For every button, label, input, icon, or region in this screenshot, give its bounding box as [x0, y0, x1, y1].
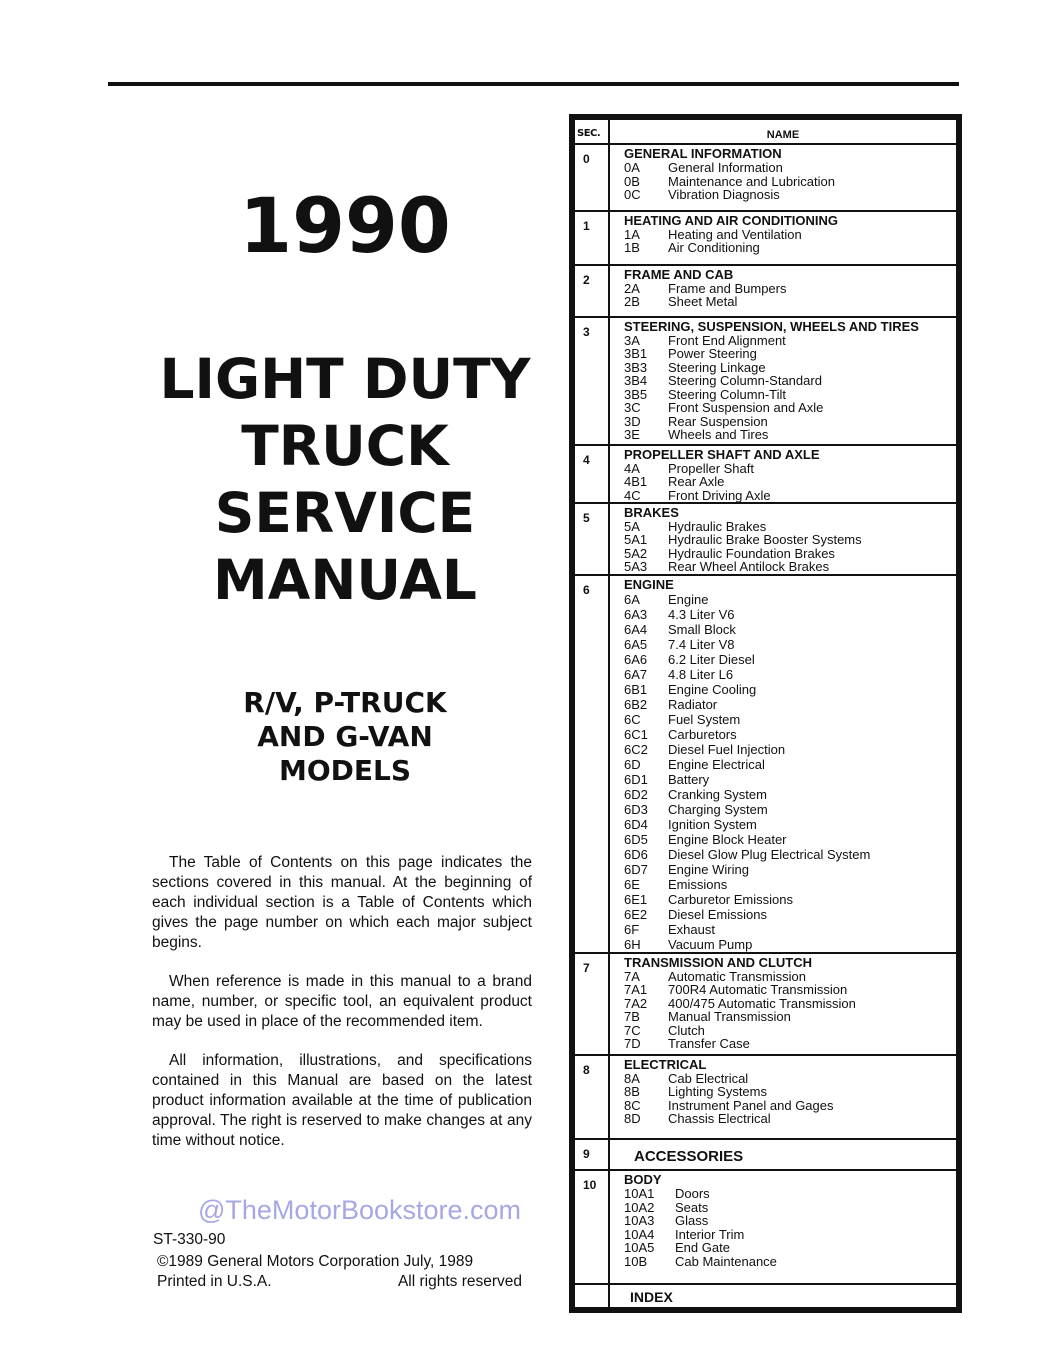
toc-section-row [575, 318, 956, 446]
entry-code: 8B [624, 1084, 640, 1100]
entry-name: Exhaust [668, 921, 715, 937]
entry-name: Propeller Shaft [668, 460, 754, 476]
entry-code: 10A1 [624, 1186, 655, 1202]
section-number: 8 [575, 1056, 610, 1139]
toc-entry [624, 607, 956, 622]
section-content [610, 266, 956, 316]
table-of-contents [569, 114, 962, 1313]
entry-name: Chassis Electrical [668, 1111, 771, 1127]
section-number [575, 1285, 610, 1307]
entry-code: 6H [624, 936, 641, 952]
entry-name: Sheet Metal [668, 294, 738, 310]
entry-code: 5A3 [624, 559, 648, 575]
toc-entry [624, 161, 956, 175]
entry-name: Frame and Bumpers [668, 280, 787, 296]
entry-name: Engine Electrical [668, 756, 765, 772]
entry-name: Front Driving Axle [668, 487, 771, 503]
toc-entry [624, 1037, 956, 1051]
toc-entry [624, 1241, 956, 1255]
toc-section-row [575, 266, 956, 318]
entry-code: 10A2 [624, 1199, 655, 1215]
cover-year: 1990 [239, 181, 451, 270]
entry-code: 6E1 [624, 891, 648, 907]
toc-entry [624, 622, 956, 637]
toc-section-row [575, 212, 956, 266]
entry-code: 6D7 [624, 861, 648, 877]
section-title: HEATING AND AIR CONDITIONING [624, 212, 839, 228]
toc-entry [624, 997, 956, 1011]
toc-entry [624, 1112, 956, 1126]
entry-code: 6D [624, 756, 641, 772]
toc-entry [624, 489, 956, 503]
entry-name: Charging System [668, 801, 768, 817]
toc-entry [624, 727, 956, 742]
entry-name: Rear Axle [668, 474, 725, 490]
toc-section-row [575, 446, 956, 504]
toc-entry [624, 907, 956, 922]
toc-entry [624, 877, 956, 892]
entry-name: Fuel System [668, 711, 741, 727]
cover-subtitle [190, 686, 500, 788]
section-content [610, 446, 956, 502]
toc-entry [624, 1214, 956, 1228]
entry-name: Ignition System [668, 816, 757, 832]
toc-entry [624, 1072, 956, 1086]
entry-code: 6A3 [624, 606, 648, 622]
toc-entry [624, 742, 956, 757]
entry-name: Engine [668, 591, 709, 607]
toc-entry [624, 361, 956, 375]
section-title: ELECTRICAL [624, 1056, 707, 1072]
section-title: GENERAL INFORMATION [624, 146, 782, 162]
entry-code: 6D2 [624, 786, 648, 802]
entry-code: 7A [624, 968, 640, 984]
toc-entry [624, 970, 956, 984]
entry-name: Heating and Ventilation [668, 226, 802, 242]
toc-entry [624, 892, 956, 907]
entry-code: 3B3 [624, 359, 648, 375]
entry-code: 6A7 [624, 666, 648, 682]
toc-entry [624, 347, 956, 361]
section-number: 10 [575, 1171, 610, 1283]
entry-code: 2B [624, 294, 640, 310]
section-number: 3 [575, 318, 610, 444]
entry-code: 6E2 [624, 906, 648, 922]
entry-name: Hydraulic Foundation Brakes [668, 545, 835, 561]
entry-code: 6D4 [624, 816, 648, 832]
entry-code: 7A1 [624, 982, 648, 998]
section-content [610, 212, 956, 264]
entry-name: Front Suspension and Axle [668, 400, 824, 416]
entry-code: 3E [624, 427, 640, 443]
entry-name: Lighting Systems [668, 1084, 767, 1100]
toc-entry [624, 1201, 956, 1215]
section-content [610, 576, 956, 952]
toc-entry [624, 1255, 956, 1269]
entry-code: 8C [624, 1097, 641, 1113]
rights-reserved: All rights reserved [397, 1273, 522, 1290]
entry-code: 4C [624, 487, 641, 503]
section-title: TRANSMISSION AND CLUTCH [624, 954, 813, 970]
toc-section-row [575, 145, 956, 211]
toc-entry [624, 592, 956, 607]
entry-code: 5A1 [624, 532, 648, 548]
entry-name: Hydraulic Brakes [668, 518, 767, 534]
entry-name: Rear Wheel Antilock Brakes [668, 559, 830, 575]
cover-title [150, 346, 540, 614]
paragraph: All information, illustrations, and specifications contained in this Manual are based on the latest product information available at the time of publication approval. The right is reserved to make changes at any time without notice. [152, 1052, 532, 1149]
toc-entry [624, 1228, 956, 1242]
toc-entry [624, 282, 956, 296]
section-content [610, 1056, 956, 1139]
toc-entry [624, 295, 956, 309]
subtitle-line: MODELS [278, 754, 412, 787]
section-number: 0 [575, 145, 610, 209]
toc-entry [624, 937, 956, 952]
toc-entry [624, 1010, 956, 1024]
section-title: STEERING, SUSPENSION, WHEELS AND TIRES [624, 318, 919, 334]
section-number: 9 [575, 1140, 610, 1169]
entry-code: 10A5 [624, 1240, 655, 1256]
entry-name: General Information [668, 160, 783, 176]
entry-code: 2A [624, 280, 640, 296]
entry-name: Instrument Panel and Gages [668, 1097, 834, 1113]
entry-code: 1A [624, 226, 640, 242]
entry-name: Engine Wiring [668, 861, 749, 877]
toc-entry [624, 1085, 956, 1099]
entry-name: Carburetor Emissions [668, 891, 793, 907]
entry-name: Diesel Fuel Injection [668, 741, 786, 757]
paragraph: The Table of Contents on this page indicates the sections covered in this manual. At the beginning of each individual section is a Table of Contents which gives the page number on which each major subject begins. [152, 854, 532, 951]
entry-name: Wheels and Tires [668, 427, 769, 443]
section-number: 2 [575, 266, 610, 316]
section-number: 4 [575, 446, 610, 502]
entry-code: 6A4 [624, 621, 648, 637]
toc-entry [624, 1187, 956, 1201]
entry-name: Maintenance and Lubrication [668, 173, 835, 189]
entry-name: 7.4 Liter V8 [668, 636, 735, 652]
name-column-header: NAME [766, 129, 800, 141]
entry-code: 1B [624, 240, 640, 256]
entry-code: 3B5 [624, 386, 648, 402]
entry-code: 6E [624, 876, 640, 892]
entry-name: Cranking System [668, 786, 767, 802]
section-number: 6 [575, 576, 610, 952]
toc-entry [624, 847, 956, 862]
toc-entry [624, 388, 956, 402]
entry-code: 6D3 [624, 801, 648, 817]
entry-code: 6C2 [624, 741, 648, 757]
entry-name: Diesel Glow Plug Electrical System [668, 846, 871, 862]
entry-name: Engine Cooling [668, 681, 757, 697]
entry-name: Automatic Transmission [668, 968, 806, 984]
entry-code: 3C [624, 400, 641, 416]
entry-name: Transfer Case [668, 1036, 750, 1052]
entry-code: 0C [624, 187, 641, 203]
top-rule [108, 82, 959, 86]
entry-name: 400/475 Automatic Transmission [668, 995, 856, 1011]
section-title: ENGINE [624, 576, 674, 592]
section-number: 1 [575, 212, 610, 264]
title-line: SERVICE [214, 481, 476, 545]
copyright: ©1989 General Motors Corporation July, 1989 [157, 1253, 474, 1270]
section-title: BODY [624, 1172, 662, 1188]
toc-entry [624, 817, 956, 832]
entry-code: 8D [624, 1111, 641, 1127]
entry-name: Doors [675, 1186, 710, 1202]
entry-name: Rear Suspension [668, 413, 768, 429]
entry-code: 3B1 [624, 346, 648, 362]
toc-entry [624, 1099, 956, 1113]
toc-entry [624, 802, 956, 817]
entry-code: 6D6 [624, 846, 648, 862]
intro-paragraphs [152, 853, 532, 1170]
entry-code: 0B [624, 173, 640, 189]
toc-entry [624, 922, 956, 937]
toc-entry [624, 475, 956, 489]
section-content [610, 954, 956, 1054]
toc-entry [624, 652, 956, 667]
toc-entry [624, 334, 956, 348]
entry-name: Power Steering [668, 346, 757, 362]
entry-code: 4A [624, 460, 640, 476]
section-content [610, 318, 956, 444]
entry-name: 700R4 Automatic Transmission [668, 982, 848, 998]
entry-code: 3A [624, 332, 640, 348]
toc-entry [624, 241, 956, 255]
printed-in: Printed in U.S.A. [157, 1273, 272, 1290]
section-content [610, 1140, 956, 1169]
entry-name: Small Block [668, 621, 736, 637]
entry-name: Seats [675, 1199, 709, 1215]
entry-name: Clutch [668, 1022, 705, 1038]
entry-code: 10A3 [624, 1213, 655, 1229]
entry-name: Carburetors [668, 726, 737, 742]
toc-entry [624, 228, 956, 242]
toc-entry [624, 560, 956, 574]
entry-name: Steering Linkage [668, 359, 766, 375]
section-content [610, 1171, 956, 1283]
toc-section-row [575, 1171, 956, 1285]
toc-entry [624, 401, 956, 415]
toc-entry [624, 428, 956, 442]
entry-code: 6A [624, 591, 640, 607]
toc-entry [624, 757, 956, 772]
entry-code: 8A [624, 1070, 640, 1086]
toc-entry [624, 547, 956, 561]
toc-entry [624, 415, 956, 429]
section-content [610, 504, 956, 574]
toc-entry [624, 462, 956, 476]
toc-section-row [575, 576, 956, 954]
toc-header [575, 120, 956, 145]
entry-name: Glass [675, 1213, 709, 1229]
entry-code: 6C [624, 711, 641, 727]
toc-entry [624, 772, 956, 787]
section-title: FRAME AND CAB [624, 266, 734, 282]
entry-name: Air Conditioning [668, 240, 760, 256]
entry-code: 6F [624, 921, 640, 937]
entry-name: Emissions [668, 876, 728, 892]
sec-column-header: SEC. [575, 120, 610, 143]
entry-code: 5A [624, 518, 640, 534]
entry-name: Vacuum Pump [668, 936, 753, 952]
title-line: TRUCK [241, 414, 449, 478]
entry-name: 4.8 Liter L6 [668, 666, 734, 682]
toc-entry [624, 712, 956, 727]
entry-code: 6B2 [624, 696, 648, 712]
entry-code: 4B1 [624, 474, 648, 490]
printed-line [157, 1273, 522, 1291]
entry-code: 7B [624, 1009, 640, 1025]
toc-section-row [575, 504, 956, 576]
entry-code: 6D1 [624, 771, 648, 787]
toc-entry [624, 832, 956, 847]
subtitle-line: AND G-VAN [257, 720, 433, 753]
section-number: 7 [575, 954, 610, 1054]
entry-code: 10B [624, 1253, 648, 1269]
toc-entry [624, 667, 956, 682]
toc-entry [624, 862, 956, 877]
entry-code: 5A2 [624, 545, 648, 561]
entry-code: 7A2 [624, 995, 648, 1011]
entry-name: Hydraulic Brake Booster Systems [668, 532, 862, 548]
toc-entry [624, 533, 956, 547]
toc-entry [624, 637, 956, 652]
toc-entry [624, 787, 956, 802]
title-line: LIGHT DUTY [159, 347, 531, 411]
section-number: 5 [575, 504, 610, 574]
paragraph: When reference is made in this manual to a brand name, number, or specific tool, an equivalent product may be used in place of the recommended item. [152, 973, 532, 1030]
entry-name: Interior Trim [675, 1226, 745, 1242]
section-title: ACCESSORIES [634, 1148, 744, 1166]
toc-entry [624, 374, 956, 388]
section-title: BRAKES [624, 504, 679, 520]
section-title: INDEX [630, 1288, 673, 1305]
toc-entry [624, 520, 956, 534]
entry-name: Steering Column-Tilt [668, 386, 787, 402]
entry-code: 7D [624, 1036, 641, 1052]
toc-entry [624, 983, 956, 997]
entry-name: Diesel Emissions [668, 906, 767, 922]
entry-name: Cab Electrical [668, 1070, 749, 1086]
entry-name: 4.3 Liter V6 [668, 606, 735, 622]
entry-code: 6A6 [624, 651, 648, 667]
publication-code: ST-330-90 [153, 1231, 226, 1248]
entry-name: Front End Alignment [668, 332, 786, 348]
watermark: @TheMotorBookstore.com [198, 1195, 522, 1225]
title-line: MANUAL [213, 548, 477, 612]
entry-code: 10A4 [624, 1226, 655, 1242]
entry-code: 3D [624, 413, 641, 429]
entry-name: 6.2 Liter Diesel [668, 651, 755, 667]
toc-section-row [575, 954, 956, 1056]
entry-name: Engine Block Heater [668, 831, 787, 847]
toc-section-row [575, 1285, 956, 1307]
entry-name: Battery [668, 771, 710, 787]
entry-name: Manual Transmission [668, 1009, 791, 1025]
entry-code: 0A [624, 160, 640, 176]
subtitle-line: R/V, P-TRUCK [243, 686, 447, 719]
section-content [610, 145, 956, 209]
section-content [610, 1285, 956, 1307]
toc-entry [624, 188, 956, 202]
section-title: PROPELLER SHAFT AND AXLE [624, 446, 820, 462]
entry-code: 7C [624, 1022, 641, 1038]
entry-name: Vibration Diagnosis [668, 187, 780, 203]
toc-entry [624, 682, 956, 697]
toc-entry [624, 175, 956, 189]
toc-section-row [575, 1056, 956, 1141]
toc-entry [624, 697, 956, 712]
entry-name: Radiator [668, 696, 718, 712]
entry-code: 6A5 [624, 636, 648, 652]
entry-code: 6D5 [624, 831, 648, 847]
entry-code: 6B1 [624, 681, 648, 697]
toc-entry [624, 1024, 956, 1038]
entry-code: 6C1 [624, 726, 648, 742]
entry-name: Cab Maintenance [675, 1253, 777, 1269]
entry-name: Steering Column-Standard [668, 373, 822, 389]
toc-section-row [575, 1140, 956, 1171]
entry-code: 3B4 [624, 373, 648, 389]
entry-name: End Gate [675, 1240, 730, 1256]
